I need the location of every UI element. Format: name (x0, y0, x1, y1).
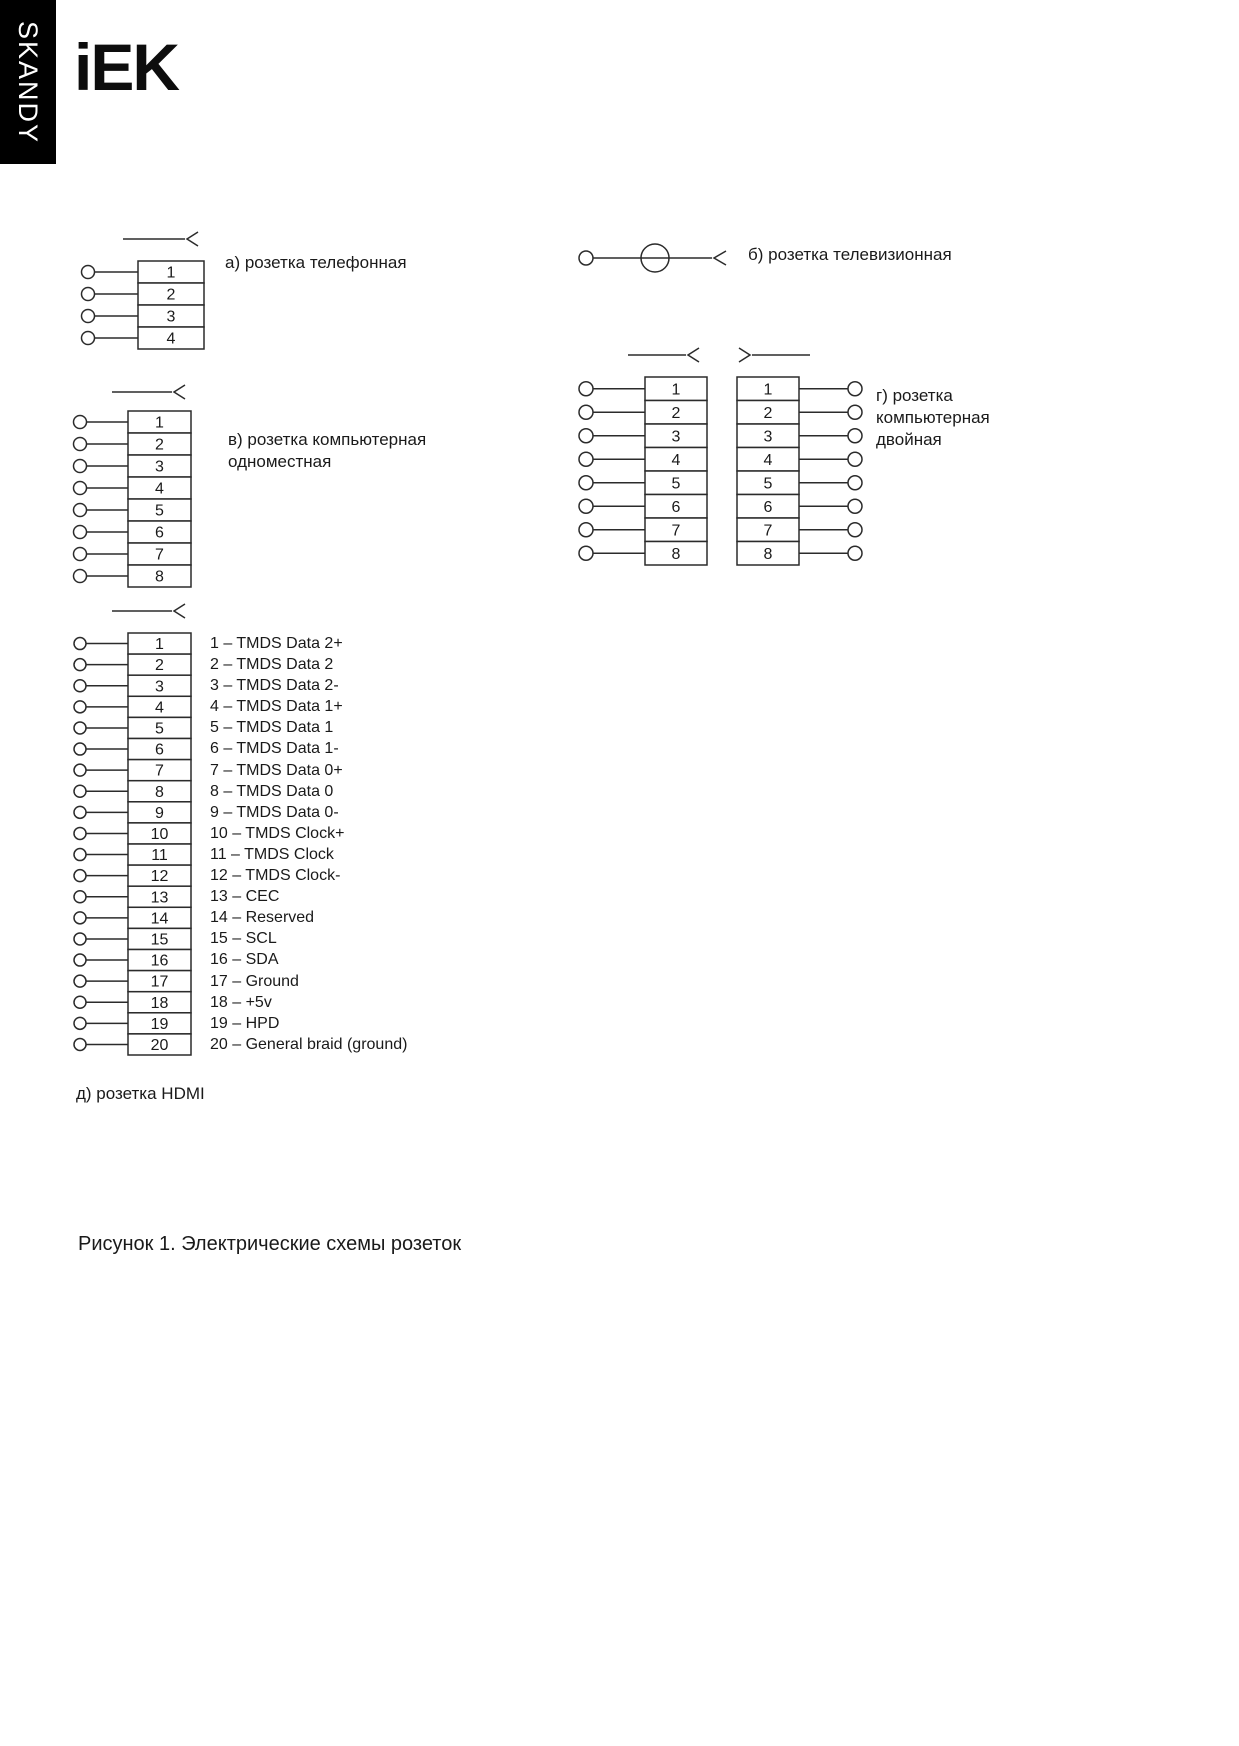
terminal-circle (848, 405, 862, 419)
plug-symbol-arrow (688, 348, 699, 362)
pin-number: 8 (155, 783, 164, 801)
terminal-circle (74, 764, 86, 776)
terminal-circle (74, 504, 87, 517)
hdmi-pin-function-list (210, 633, 407, 1055)
terminal-circle (579, 476, 593, 490)
pin-number: 5 (155, 502, 164, 520)
terminal-circle (74, 482, 87, 495)
terminal-circle (74, 785, 86, 797)
pin-number: 6 (155, 524, 164, 542)
terminal-circle (74, 870, 86, 882)
pin-number: 5 (763, 475, 773, 493)
hdmi-pin-function: 1 – TMDS Data 2+ (210, 635, 343, 652)
plug-symbol-arrow (174, 385, 185, 399)
terminal-circle (82, 288, 95, 301)
pin-number: 13 (150, 889, 169, 907)
terminal-circle (74, 460, 87, 473)
terminal-circle (74, 954, 86, 966)
hdmi-pin-function: 10 – TMDS Clock+ (210, 824, 345, 842)
label-line: д) розетка HDMI (76, 1084, 205, 1103)
terminal-circle (74, 722, 86, 734)
terminal-circle (74, 680, 86, 692)
pin-number: 11 (151, 847, 168, 865)
terminal-circle (74, 912, 86, 924)
terminal-circle (848, 523, 862, 537)
hdmi-pin-function: 6 – TMDS Data 1- (210, 740, 339, 758)
pin-number: 19 (150, 1015, 169, 1033)
terminal-circle (74, 1038, 86, 1050)
terminal-circle (74, 827, 86, 839)
hdmi-pin-function: 13 – CEC (210, 888, 280, 906)
terminal-circle (848, 546, 862, 560)
plug-symbol-arrow (739, 348, 750, 362)
terminal-circle (82, 332, 95, 345)
hdmi-pin-function: 9 – TMDS Data 0- (210, 803, 339, 821)
terminal-circle (579, 546, 593, 560)
terminal-circle (579, 499, 593, 513)
label-hdmi-socket (76, 1083, 205, 1105)
label-line: в) розетка компьютерная (228, 430, 427, 449)
terminal-circle (579, 382, 593, 396)
pin-number: 6 (155, 741, 164, 759)
pin-number: 10 (150, 825, 169, 843)
figure-caption: Рисунок 1. Электрические схемы розеток (78, 1233, 462, 1255)
pin-number: 14 (150, 910, 169, 928)
pin-number: 7 (155, 546, 164, 564)
pin-number: 20 (150, 1036, 169, 1054)
terminal-circle (74, 701, 86, 713)
hdmi-pin-function: 14 – Reserved (210, 909, 315, 927)
hdmi-pin-function: 18 – +5v (210, 993, 272, 1011)
label-tv-socket (748, 244, 952, 266)
pin-number: 4 (166, 330, 176, 348)
terminal-circle (579, 452, 593, 466)
pin-number: 4 (155, 480, 164, 498)
hdmi-pin-function: 2 – TMDS Data 2 (210, 656, 334, 674)
pin-number: 2 (671, 404, 681, 422)
pin-number: 3 (763, 428, 773, 446)
hdmi-pin-function: 20 – General braid (ground) (210, 1035, 408, 1053)
pin-number: 8 (763, 545, 773, 563)
terminal-circle (848, 382, 862, 396)
pin-number: 5 (671, 475, 681, 493)
pin-number: 2 (763, 404, 773, 422)
pin-number: 18 (150, 994, 169, 1012)
label-line: а) розетка телефонная (225, 253, 407, 272)
terminal-circle (74, 1017, 86, 1029)
terminal-circle (74, 638, 86, 650)
plug-symbol-arrow (187, 232, 198, 246)
terminal-circle (74, 806, 86, 818)
hdmi-pin-function: 3 – TMDS Data 2- (210, 677, 339, 695)
pin-number: 2 (166, 286, 176, 304)
hdmi-pin-function: 4 – TMDS Data 1+ (210, 698, 343, 716)
terminal-circle (74, 526, 87, 539)
label-computer-single-socket (228, 429, 426, 473)
pin-number: 1 (166, 264, 176, 282)
plug-symbol-arrow (174, 604, 185, 618)
hdmi-pin-function: 19 – HPD (210, 1014, 280, 1032)
pin-number: 8 (671, 545, 681, 563)
terminal-circle (579, 405, 593, 419)
pin-number: 4 (671, 451, 681, 469)
pin-number: 2 (155, 657, 164, 675)
plug-symbol-arrow (714, 251, 726, 265)
pin-number: 1 (671, 381, 681, 399)
label-telephone-socket (225, 252, 407, 274)
terminal-circle (74, 438, 87, 451)
terminal-circle (579, 523, 593, 537)
hdmi-pin-function: 17 – Ground (210, 972, 299, 990)
pin-number: 12 (150, 868, 169, 886)
label-line: компьютерная (876, 408, 990, 427)
tv-terminal-circle (579, 251, 593, 265)
pin-number: 6 (671, 498, 681, 516)
terminal-circle (848, 452, 862, 466)
terminal-circle (74, 933, 86, 945)
label-line: одноместная (228, 452, 332, 471)
pin-number: 5 (155, 720, 164, 738)
hdmi-pin-function: 12 – TMDS Clock- (210, 867, 341, 885)
terminal-circle (848, 499, 862, 513)
pin-number: 2 (155, 436, 164, 454)
pin-number: 3 (155, 678, 164, 696)
terminal-circle (74, 548, 87, 561)
pin-number: 6 (763, 498, 773, 516)
pin-number: 4 (763, 451, 773, 469)
pin-number: 1 (155, 636, 164, 654)
terminal-circle (74, 570, 87, 583)
pin-number: 1 (155, 414, 164, 432)
terminal-circle (74, 996, 86, 1008)
hdmi-pin-function: 16 – SDA (210, 951, 279, 969)
terminal-circle (82, 266, 95, 279)
brand-spine-label: SKANDY (13, 20, 44, 144)
pin-number: 7 (763, 522, 773, 540)
pin-number: 3 (155, 458, 164, 476)
hdmi-pin-function: 11 – TMDS Clock (210, 845, 334, 863)
label-computer-double-socket (876, 385, 990, 451)
label-line: б) розетка телевизионная (748, 245, 952, 264)
terminal-circle (74, 659, 86, 671)
terminal-circle (74, 743, 86, 755)
hdmi-pin-function: 5 – TMDS Data 1 (210, 719, 334, 737)
pin-number: 8 (155, 568, 164, 586)
pin-number: 17 (150, 973, 169, 991)
label-line: двойная (876, 430, 942, 449)
pin-number: 7 (155, 762, 164, 780)
hdmi-pin-function: 15 – SCL (210, 930, 277, 948)
hdmi-pin-function: 7 – TMDS Data 0+ (210, 761, 343, 779)
terminal-circle (848, 429, 862, 443)
terminal-circle (74, 891, 86, 903)
terminal-circle (82, 310, 95, 323)
pin-number: 16 (150, 952, 169, 970)
pin-number: 15 (150, 931, 169, 949)
iek-logo: iEK (74, 30, 179, 104)
terminal-circle (74, 416, 87, 429)
terminal-circle (848, 476, 862, 490)
pin-number: 7 (671, 522, 681, 540)
terminal-circle (74, 975, 86, 987)
pin-number: 1 (763, 381, 773, 399)
terminal-circle (579, 429, 593, 443)
pin-number: 3 (671, 428, 681, 446)
label-line: г) розетка (876, 386, 953, 405)
pin-number: 4 (155, 699, 164, 717)
pin-number: 9 (155, 804, 164, 822)
terminal-circle (74, 849, 86, 861)
pin-number: 3 (166, 308, 176, 326)
hdmi-pin-function: 8 – TMDS Data 0 (210, 782, 334, 800)
